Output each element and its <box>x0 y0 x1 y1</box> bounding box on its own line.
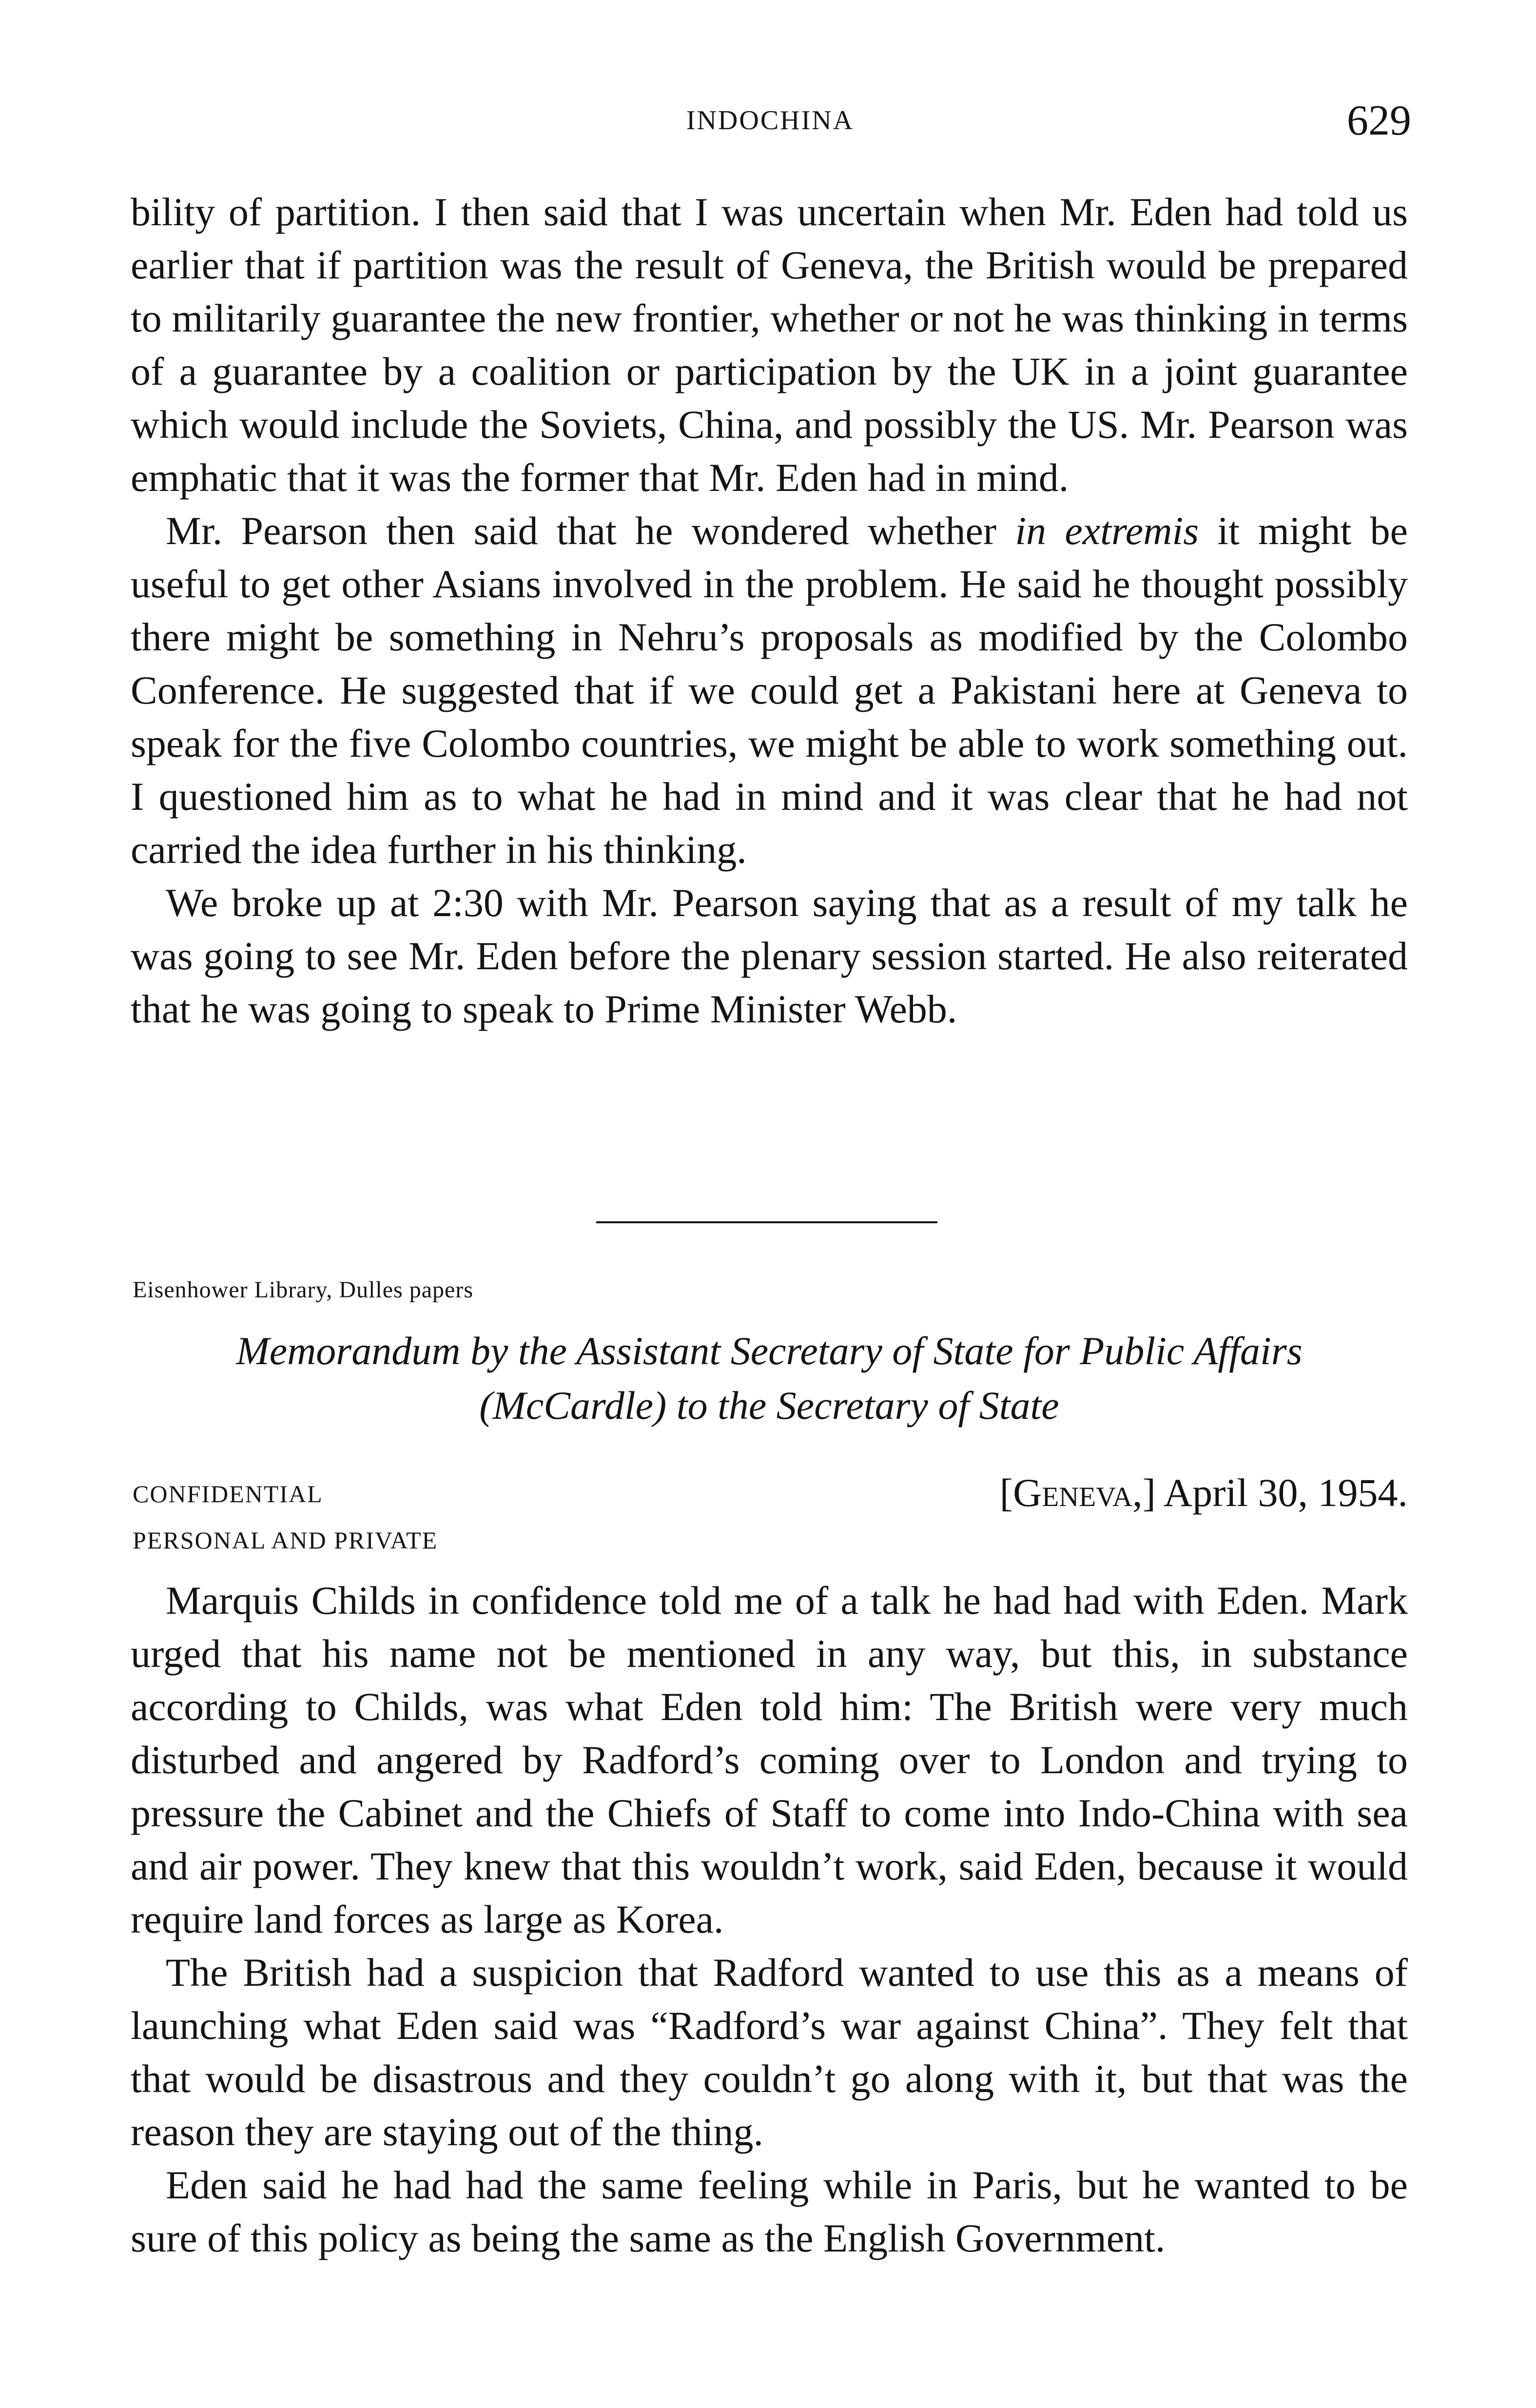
section-divider <box>596 1221 937 1223</box>
classification-personal: PERSONAL AND PRIVATE <box>133 1527 438 1554</box>
paragraph <box>131 504 1408 876</box>
paragraph-text: Mr. Pearson then said that he wondered whether <box>166 509 1015 553</box>
title-line: (McCardle) to the Secretary of State <box>479 1383 1059 1428</box>
continued-text <box>131 185 1408 1036</box>
source-citation: Eisenhower Library, Dulles papers <box>133 1277 473 1303</box>
dateline-place: Geneva, <box>1013 1470 1143 1515</box>
paragraph: bility of partition. I then said that I was uncertain when Mr. Eden had told us earlier that if partition was the result of Geneva, the British would be prepared to militarily guarantee the new frontier, whether or not he was thinking in terms of a guarantee by a coalition or participation by the UK in a joint guarantee which would include the Soviets, China, and possibly the US. Mr. Pearson was emphatic that it was the former that Mr. Eden had in mind. <box>131 190 1408 500</box>
memorandum-body <box>131 1574 1408 2265</box>
paragraph: We broke up at 2:30 with Mr. Pearson saying that as a result of my talk he was going to see Mr. Eden before the plenary session started. He also reiterated that he was going to speak to Prime Minister Webb. <box>131 881 1408 1031</box>
dateline <box>1000 1470 1408 1516</box>
paragraph-text: it might be useful to get other Asians involved in the problem. He said he thought possibly there might be something in Nehru’s proposals as modified by the Colombo Conference. He suggested that if we could get a Pakistani here at Geneva to speak for the five Colombo countries, we might be able to work something out. I questioned him as to what he had in mind and it was clear that he had not carried the idea further in his thinking. <box>131 509 1408 872</box>
page-header <box>129 97 1411 149</box>
emphasis-text: in extremis <box>1015 509 1199 553</box>
paragraph: Eden said he had had the same feeling while in Paris, but he wanted to be sure of this policy as being the same as the English Government. <box>131 2163 1408 2260</box>
dateline-bracket: ] <box>1142 1470 1156 1515</box>
paragraph: Marquis Childs in confidence told me of a talk he had had with Eden. Mark urged that his name not be mentioned in any way, but this, in substance according to Childs, was what Eden told him: The British were very much disturbed and angered by Radford’s coming over to London and trying to pressure the Cabinet and the Chiefs of Staff to come into Indo-China with sea and air power. They knew that this wouldn’t work, said Eden, because it would require land forces as large as Korea. <box>131 1578 1408 1941</box>
page-number: 629 <box>1347 97 1411 144</box>
dateline-bracket: [ <box>999 1470 1013 1515</box>
running-head: INDOCHINA <box>686 105 855 136</box>
classification-confidential: CONFIDENTIAL <box>133 1480 323 1507</box>
document-title <box>131 1324 1408 1433</box>
paragraph: The British had a suspicion that Radford wanted to use this as a means of launching what Eden said was “Radford’s war against China”. They felt that that would be disastrous and they couldn’t go along with it, but that was the reason they are staying out of the thing. <box>131 1950 1408 2154</box>
title-line: Memorandum by the Assistant Secretary of State for Public Affairs <box>236 1329 1303 1373</box>
dateline-date: April 30, 1954. <box>1155 1470 1408 1515</box>
